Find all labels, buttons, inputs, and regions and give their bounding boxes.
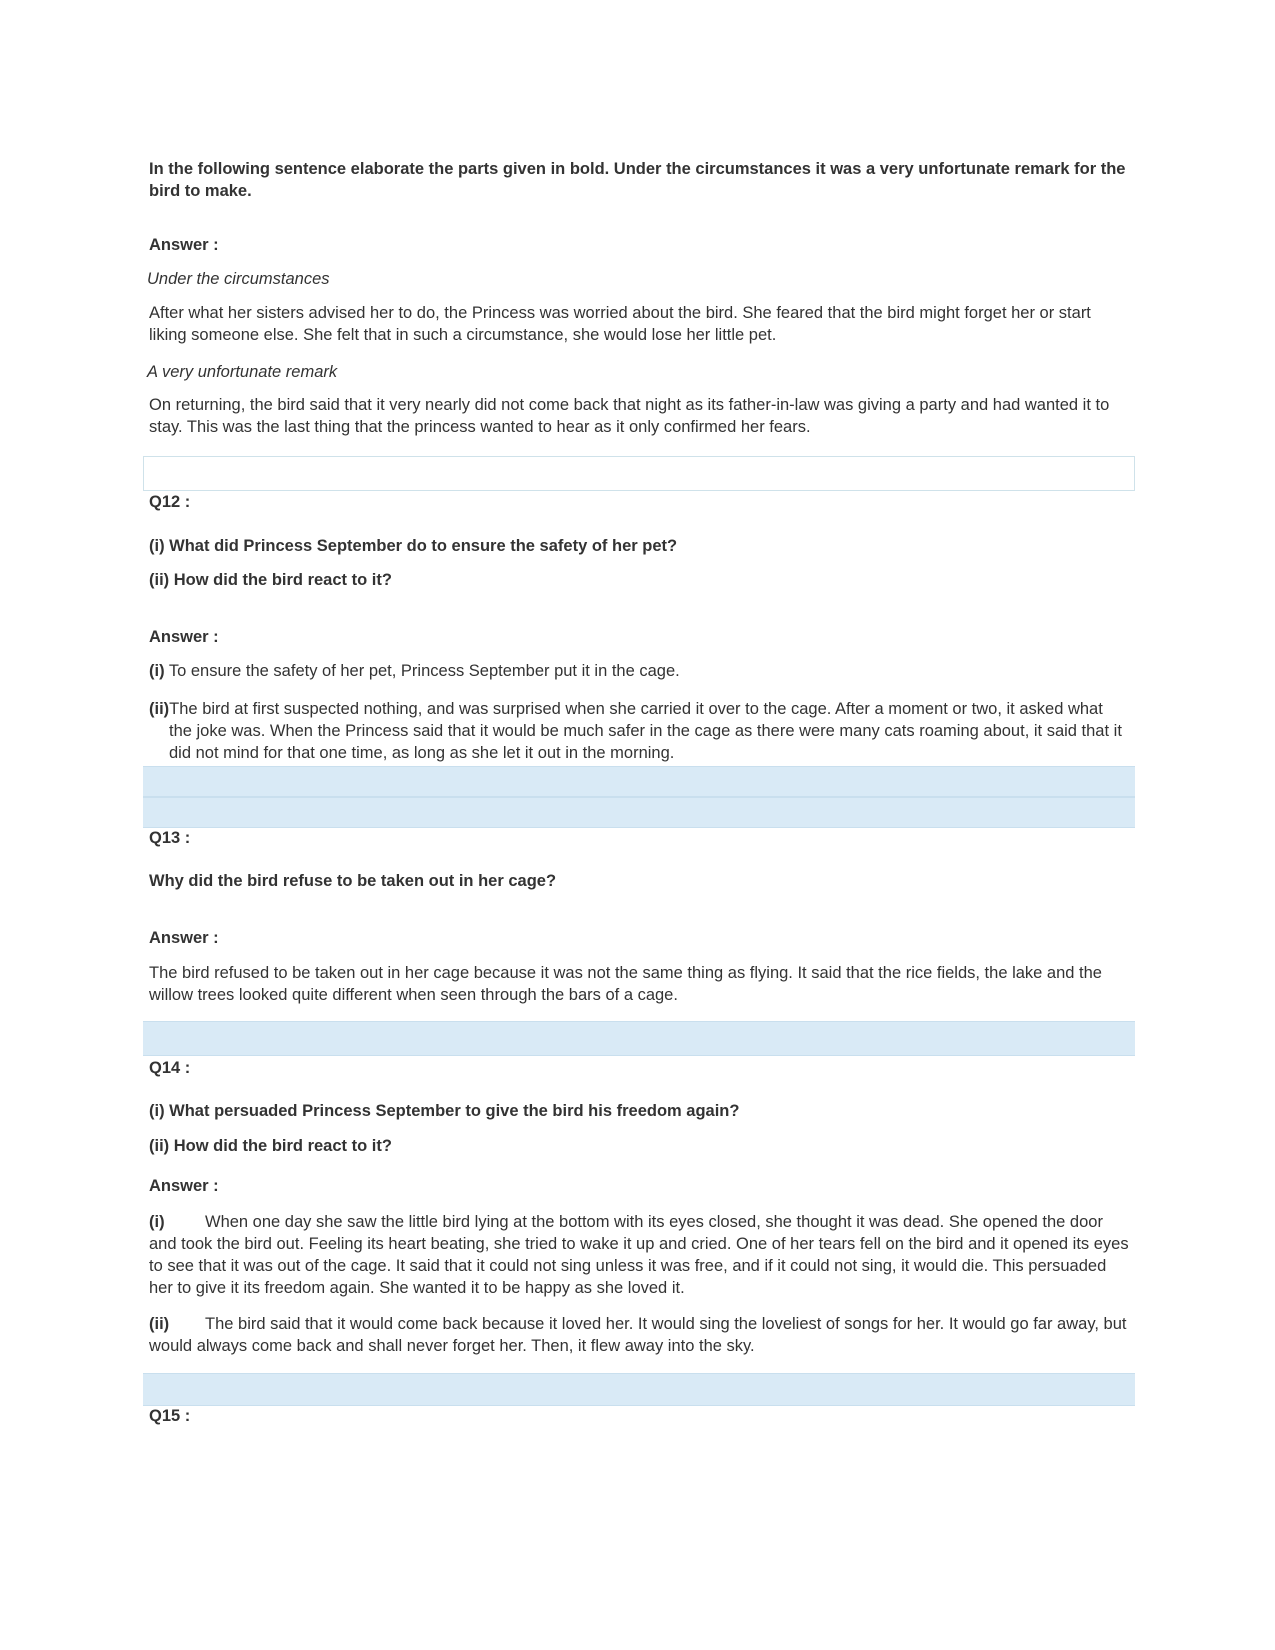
- question-separator: [143, 797, 1135, 828]
- q14-answer-1-marker: (i): [149, 1213, 165, 1231]
- q14-answer-2: [149, 1313, 1129, 1357]
- q12-answer-1-marker: (i): [149, 662, 165, 680]
- q12-question-part-1: (i) What did Princess September do to ensure the safety of her pet?: [149, 537, 678, 555]
- q12-answer-2: [149, 698, 1124, 764]
- q14-answer-1-text: When one day she saw the little bird lying at the bottom with its eyes closed, she thought it was dead. She opened the door and took the bird out. Feeling its heart beating, she tried to wake it up and cried. One of her tears fell on the bird and it opened its eyes to see that it was out of the cage. It said that it could not sing unless it was free, and if it could not sing, it would die. This persuaded her to give it its freedom again. She wanted it to be happy as she loved it.: [149, 1213, 1129, 1297]
- q14-answer-2-marker: (ii): [149, 1315, 170, 1333]
- q14-label: Q14 :: [149, 1059, 191, 1077]
- question-separator: [143, 456, 1135, 491]
- q11-paragraph-remark: On returning, the bird said that it very nearly did not come back that night as its father-in-law was giving a party and had wanted it to stay. This was the last thing that the princess wanted to hear as it only confirmed her fears.: [149, 396, 1110, 436]
- q15-label: Q15 :: [149, 1407, 191, 1425]
- q11-answer-label: Answer :: [149, 236, 219, 254]
- question-separator: [143, 1021, 1135, 1056]
- q13-label: Q13 :: [149, 829, 191, 847]
- q12-label: Q12 :: [149, 493, 191, 511]
- q12-question-part-2: (ii) How did the bird react to it?: [149, 571, 392, 589]
- q13-answer: The bird refused to be taken out in her cage because it was not the same thing as flying. It said that the rice fields, the lake and the willow trees looked quite different when seen through the bars of a cage.: [149, 964, 1102, 1004]
- q11-paragraph-circumstances: After what her sisters advised her to do, the Princess was worried about the bird. She feared that the bird might forget her or start liking someone else. She felt that in such a circumstance, she would lose her little pet.: [149, 304, 1091, 344]
- q12-answer-1: [149, 660, 1129, 682]
- q11-heading-remark: A very unfortunate remark: [147, 363, 338, 381]
- q11-question: In the following sentence elaborate the parts given in bold. Under the circumstances it was a very unfortunate remark for the bird to make.: [149, 160, 1126, 200]
- q14-question-part-1: (i) What persuaded Princess September to give the bird his freedom again?: [149, 1102, 740, 1120]
- q12-answer-2-text: The bird at first suspected nothing, and was surprised when she carried it over to the cage. After a moment or two, it asked what the joke was. When the Princess said that it would be much safer in the cage as there were many cats roaming about, it said that it did not mind for that one time, as long as she let it out in the morning.: [169, 700, 1122, 762]
- q13-answer-label: Answer :: [149, 929, 219, 947]
- q14-question-part-2: (ii) How did the bird react to it?: [149, 1137, 392, 1155]
- q12-answer-label: Answer :: [149, 628, 219, 646]
- question-separator: [143, 1373, 1135, 1406]
- q11-heading-circumstances: Under the circumstances: [147, 270, 330, 288]
- question-separator: [143, 766, 1135, 797]
- q13-question: Why did the bird refuse to be taken out in her cage?: [149, 872, 557, 890]
- q14-answer-1: [149, 1211, 1129, 1299]
- q12-answer-1-text: To ensure the safety of her pet, Princess September put it in the cage.: [164, 662, 680, 680]
- q14-answer-2-text: The bird said that it would come back because it loved her. It would sing the loveliest of songs for her. It would go far away, but would always come back and shall never forget her. Then, it flew away into the sky.: [149, 1315, 1127, 1355]
- q12-answer-2-marker: (ii): [149, 700, 170, 718]
- q14-answer-label: Answer :: [149, 1177, 219, 1195]
